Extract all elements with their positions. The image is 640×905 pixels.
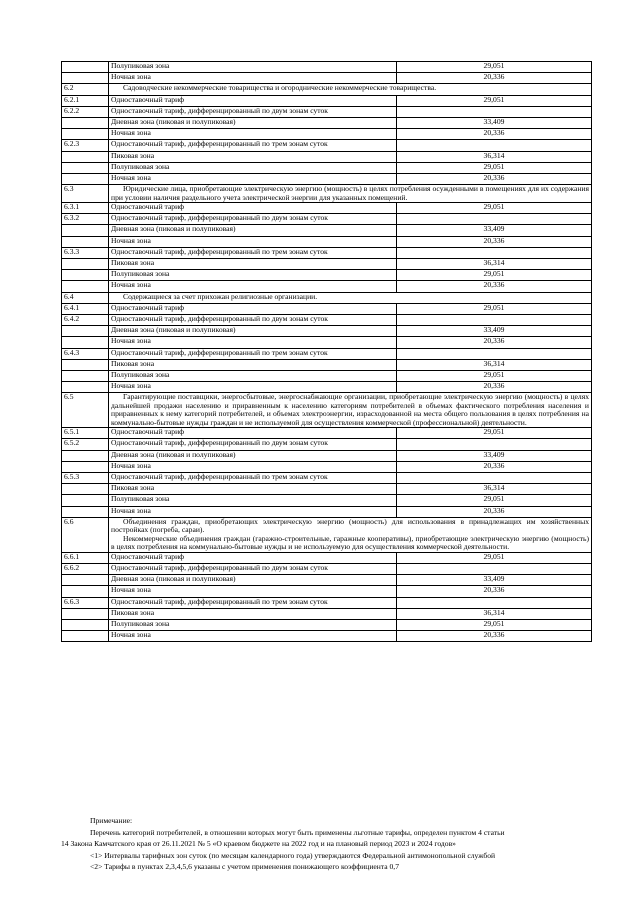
zone-label: Пиковая зона: [109, 359, 397, 370]
category-description: [109, 292, 592, 303]
tariff-value: [397, 247, 592, 258]
tariff-label: Одноставочный тариф, дифференцированный по двум зонам суток: [109, 563, 397, 574]
zone-row: [62, 631, 592, 642]
tariff-value: 33,409: [397, 575, 592, 586]
row-number: [62, 495, 109, 506]
zone-label: Ночная зона: [109, 382, 397, 393]
tariff-row: [62, 140, 592, 151]
row-number: 6.6.3: [62, 597, 109, 608]
zone-row: [62, 575, 592, 586]
tariff-value: 29,051: [397, 203, 592, 214]
tariff-label: Одноставочный тариф: [109, 428, 397, 439]
row-number: 6.2: [62, 84, 109, 95]
zone-label: Ночная зона: [109, 129, 397, 140]
notes-line-1a: Перечень категорий потребителей, в отношении которых могут быть применены льготные тарифы, определен пунктом 4 статьи: [90, 827, 505, 837]
category-text: Объединения граждан, приобретающих электрическую энергию (мощность) для использования в принадлежащих им хозяйственных постройках (погреба, сараи).: [111, 516, 589, 535]
zone-label: Ночная зона: [109, 236, 397, 247]
row-number: [62, 73, 109, 84]
tariff-value: 29,051: [397, 552, 592, 563]
tariff-value: [397, 473, 592, 484]
tariff-value: 20,336: [397, 173, 592, 184]
zone-row: [62, 326, 592, 337]
zone-label: Дневная зона (пиковая и полупиковая): [109, 326, 397, 337]
tariff-value: [397, 348, 592, 359]
zone-row: [62, 281, 592, 292]
zone-row: [62, 129, 592, 140]
zone-label: Пиковая зона: [109, 259, 397, 270]
row-number: [62, 162, 109, 173]
tariff-row: [62, 106, 592, 117]
tariff-table-body: [62, 62, 592, 642]
zone-row: [62, 619, 592, 630]
tariff-value: 20,336: [397, 129, 592, 140]
row-number: [62, 631, 109, 642]
tariff-row: [62, 203, 592, 214]
tariff-label: Одноставочный тариф, дифференцированный по трем зонам суток: [109, 348, 397, 359]
tariff-value: 20,336: [397, 461, 592, 472]
row-number: 6.5: [62, 393, 109, 428]
zone-label: Пиковая зона: [109, 608, 397, 619]
tariff-value: 29,051: [397, 495, 592, 506]
tariff-value: [397, 140, 592, 151]
tariff-value: 33,409: [397, 225, 592, 236]
tariff-label: Одноставочный тариф, дифференцированный по трем зонам суток: [109, 140, 397, 151]
tariff-value: 36,314: [397, 259, 592, 270]
zone-label: Ночная зона: [109, 337, 397, 348]
row-number: 6.5.3: [62, 473, 109, 484]
tariff-value: 29,051: [397, 303, 592, 314]
zone-label: Дневная зона (пиковая и полупиковая): [109, 575, 397, 586]
tariff-label: Одноставочный тариф, дифференцированный по двум зонам суток: [109, 214, 397, 225]
zone-row: [62, 270, 592, 281]
zone-row: [62, 450, 592, 461]
tariff-row: [62, 563, 592, 574]
row-number: [62, 370, 109, 381]
row-number: [62, 225, 109, 236]
tariff-value: 36,314: [397, 484, 592, 495]
tariff-value: 20,336: [397, 382, 592, 393]
zone-label: Полупиковая зона: [109, 270, 397, 281]
row-number: 6.5.2: [62, 439, 109, 450]
tariff-row: [62, 95, 592, 106]
row-number: [62, 506, 109, 517]
tariff-label: Одноставочный тариф, дифференцированный по трем зонам суток: [109, 597, 397, 608]
tariff-value: [397, 563, 592, 574]
notes-line-1b: 14 Закона Камчатского края от 26.11.2021 № 5 «О краевом бюджете на 2022 год и на плановый период 2023 и 2024 годов»: [61, 839, 456, 848]
zone-row: [62, 370, 592, 381]
zone-row: [62, 506, 592, 517]
zone-label: Ночная зона: [109, 173, 397, 184]
category-text: Гарантирующие поставщики, энергосбытовые, энергоснабжающие организации, приобретающие электрическую энергию (мощность) в целях дальнейшей продажи населению и приравненным к населению категориям потребителей в объемах фактического потребления населения и приравненных к нему категорий потребителей, и объемах электроэнергии, израсходованной на места общего пользования в целях потребления на коммунально-бытовые нужды граждан и не используемой для осуществления коммерческой (профессиональной) деятельности.: [111, 392, 589, 427]
row-number: 6.3.3: [62, 247, 109, 258]
row-number: 6.4.1: [62, 303, 109, 314]
tariff-label: Одноставочный тариф, дифференцированный по двум зонам суток: [109, 314, 397, 325]
row-number: 6.6.2: [62, 563, 109, 574]
zone-row: [62, 382, 592, 393]
row-number: [62, 173, 109, 184]
tariff-label: Одноставочный тариф, дифференцированный по трем зонам суток: [109, 473, 397, 484]
tariff-row: [62, 597, 592, 608]
category-text: Юридические лица, приобретающие электрическую энергию (мощность) в целях потребления осужденными в помещениях для их содержания при условии наличия раздельного учета электрической энергии для указанных помещений.: [111, 184, 589, 202]
zone-label: Дневная зона (пиковая и полупиковая): [109, 117, 397, 128]
tariff-value: [397, 106, 592, 117]
zone-row: [62, 173, 592, 184]
category-row: [62, 84, 592, 95]
tariff-label: Одноставочный тариф: [109, 95, 397, 106]
tariff-value: 20,336: [397, 631, 592, 642]
tariff-value: 20,336: [397, 236, 592, 247]
tariff-label: Одноставочный тариф, дифференцированный по двум зонам суток: [109, 439, 397, 450]
tariff-value: 20,336: [397, 586, 592, 597]
tariff-value: 20,336: [397, 337, 592, 348]
tariff-value: 36,314: [397, 151, 592, 162]
tariff-value: 29,051: [397, 619, 592, 630]
zone-label: Полупиковая зона: [109, 62, 397, 73]
tariff-row: [62, 303, 592, 314]
tariff-table: [61, 61, 592, 642]
zone-row: [62, 484, 592, 495]
category-row: [62, 292, 592, 303]
row-number: [62, 359, 109, 370]
zone-row: [62, 259, 592, 270]
zone-label: Полупиковая зона: [109, 619, 397, 630]
zone-row: [62, 461, 592, 472]
zone-label: Ночная зона: [109, 506, 397, 517]
notes-title: Примечание:: [90, 816, 133, 825]
tariff-row: [62, 473, 592, 484]
tariff-value: 29,051: [397, 428, 592, 439]
tariff-label: Одноставочный тариф: [109, 303, 397, 314]
tariff-value: 29,051: [397, 62, 592, 73]
tariff-value: 29,051: [397, 270, 592, 281]
row-number: [62, 129, 109, 140]
zone-row: [62, 586, 592, 597]
row-number: 6.6: [62, 517, 109, 552]
row-number: [62, 461, 109, 472]
category-text-2: Некоммерческие объединения граждан (гаражно-строительные, гаражные кооперативы), приобретающие электрическую энергию (мощность) в целях потребления на коммунально-бытовые нужды и не используемую для осуществления коммерческой деятельности.: [111, 533, 589, 552]
zone-label: Пиковая зона: [109, 484, 397, 495]
tariff-value: 29,051: [397, 95, 592, 106]
zone-row: [62, 225, 592, 236]
tariff-value: [397, 439, 592, 450]
notes-line-3: <2> Тарифы в пунктах 2,3,4,5,6 указаны с учетом применения понижающего коэффициента 0,7: [90, 862, 399, 871]
zone-row: [62, 495, 592, 506]
zone-label: Дневная зона (пиковая и полупиковая): [109, 225, 397, 236]
row-number: 6.3.1: [62, 203, 109, 214]
row-number: [62, 484, 109, 495]
notes-line-2: <1> Интервалы тарифных зон суток (по месяцам календарного года) утверждаются Федеральной антимонопольной службой: [90, 850, 496, 860]
zone-label: Ночная зона: [109, 281, 397, 292]
tariff-label: Одноставочный тариф, дифференцированный по двум зонам суток: [109, 106, 397, 117]
notes-block: [61, 815, 621, 873]
zone-row: [62, 608, 592, 619]
tariff-value: 20,336: [397, 73, 592, 84]
zone-row: [62, 236, 592, 247]
tariff-value: [397, 214, 592, 225]
tariff-value: 20,336: [397, 506, 592, 517]
category-description: [109, 517, 592, 552]
zone-row: [62, 359, 592, 370]
row-number: [62, 382, 109, 393]
category-description: [109, 185, 592, 203]
zone-row: [62, 62, 592, 73]
row-number: 6.2.1: [62, 95, 109, 106]
row-number: 6.5.1: [62, 428, 109, 439]
category-row: [62, 393, 592, 428]
category-text: Садоводческие некоммерческие товарищества и огороднические некоммерческие товарищества.: [123, 83, 437, 93]
row-number: [62, 326, 109, 337]
tariff-value: 33,409: [397, 326, 592, 337]
tariff-value: 36,314: [397, 359, 592, 370]
tariff-row: [62, 214, 592, 225]
tariff-value: 33,409: [397, 117, 592, 128]
zone-label: Ночная зона: [109, 461, 397, 472]
tariff-value: 36,314: [397, 608, 592, 619]
row-number: [62, 117, 109, 128]
row-number: [62, 575, 109, 586]
row-number: [62, 259, 109, 270]
row-number: 6.4.2: [62, 314, 109, 325]
row-number: [62, 586, 109, 597]
tariff-value: [397, 314, 592, 325]
row-number: 6.2.3: [62, 140, 109, 151]
zone-label: Ночная зона: [109, 586, 397, 597]
row-number: [62, 281, 109, 292]
zone-label: Полупиковая зона: [109, 370, 397, 381]
row-number: [62, 619, 109, 630]
row-number: [62, 608, 109, 619]
zone-row: [62, 73, 592, 84]
zone-row: [62, 162, 592, 173]
zone-row: [62, 337, 592, 348]
category-description: [109, 393, 592, 428]
row-number: 6.3.2: [62, 214, 109, 225]
tariff-value: 20,336: [397, 281, 592, 292]
row-number: 6.6.1: [62, 552, 109, 563]
zone-row: [62, 117, 592, 128]
tariff-row: [62, 428, 592, 439]
tariff-value: 29,051: [397, 162, 592, 173]
row-number: [62, 450, 109, 461]
zone-label: Полупиковая зона: [109, 162, 397, 173]
tariff-label: Одноставочный тариф: [109, 203, 397, 214]
row-number: 6.4.3: [62, 348, 109, 359]
row-number: 6.4: [62, 292, 109, 303]
row-number: [62, 337, 109, 348]
zone-label: Полупиковая зона: [109, 495, 397, 506]
tariff-row: [62, 314, 592, 325]
tariff-row: [62, 247, 592, 258]
zone-row: [62, 151, 592, 162]
row-number: [62, 62, 109, 73]
tariff-value: [397, 597, 592, 608]
row-number: [62, 270, 109, 281]
category-row: [62, 517, 592, 552]
row-number: [62, 151, 109, 162]
zone-label: Ночная зона: [109, 73, 397, 84]
row-number: [62, 236, 109, 247]
tariff-value: 33,409: [397, 450, 592, 461]
tariff-row: [62, 439, 592, 450]
zone-label: Ночная зона: [109, 631, 397, 642]
category-description: [109, 84, 592, 95]
row-number: 6.2.2: [62, 106, 109, 117]
tariff-row: [62, 348, 592, 359]
zone-label: Дневная зона (пиковая и полупиковая): [109, 450, 397, 461]
category-row: [62, 185, 592, 203]
tariff-label: Одноставочный тариф: [109, 552, 397, 563]
category-text: Содержащиеся за счет прихожан религиозные организации.: [123, 291, 318, 301]
tariff-label: Одноставочный тариф, дифференцированный по трем зонам суток: [109, 247, 397, 258]
tariff-row: [62, 552, 592, 563]
row-number: 6.3: [62, 185, 109, 203]
tariff-value: 29,051: [397, 370, 592, 381]
zone-label: Пиковая зона: [109, 151, 397, 162]
